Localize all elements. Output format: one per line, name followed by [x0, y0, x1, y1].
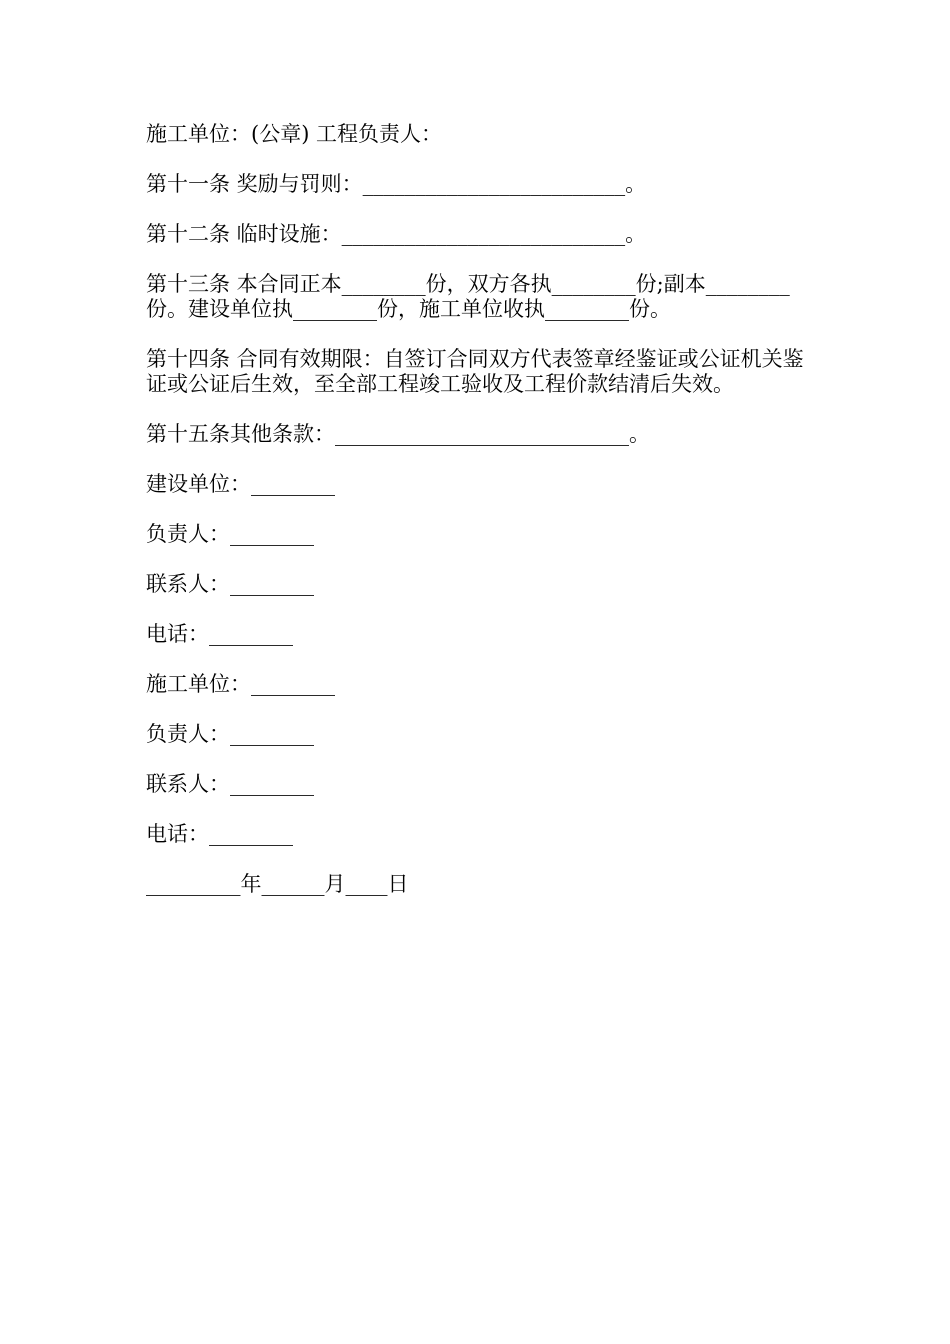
owner-phone-line: 电话：________: [146, 622, 293, 646]
date-line: _________年______月____日: [146, 872, 409, 896]
contractor-seal-line: 施工单位：(公章) 工程负责人：: [146, 122, 443, 146]
owner-unit-line: 建设单位：________: [146, 472, 335, 496]
article-13: 第十三条 本合同正本________份，双方各执________份;副本________份。建设单位执________份，施工单位收执________份。: [146, 272, 790, 321]
contractor-contact-line: 联系人：________: [146, 772, 314, 796]
article-12: 第十二条 临时设施：___________________________。: [146, 222, 647, 246]
contractor-phone-line: 电话：________: [146, 822, 293, 846]
owner-contact-line: 联系人：________: [146, 572, 314, 596]
article-15: 第十五条其他条款：____________________________。: [146, 422, 650, 446]
article-11: 第十一条 奖励与罚则：_________________________。: [146, 172, 647, 196]
contractor-unit-line: 施工单位：________: [146, 672, 335, 696]
contractor-responsible-line: 负责人：________: [146, 722, 314, 746]
owner-responsible-line: 负责人：________: [146, 522, 314, 546]
article-14: 第十四条 合同有效期限：自签订合同双方代表签章经鉴证或公证机关鉴证或公证后生效，至全部工程竣工验收及工程价款结清后失效。: [146, 347, 804, 396]
document-body: [146, 122, 814, 897]
